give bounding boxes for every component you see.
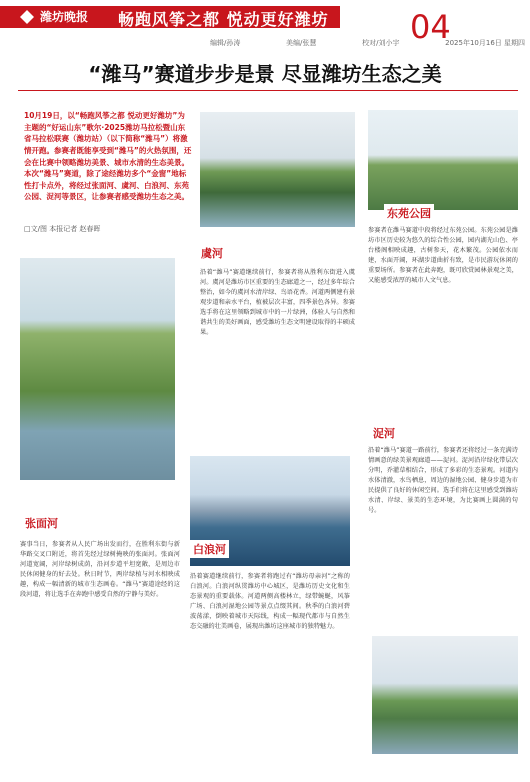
zhangmian-body-text: 赛事当日，参赛者从人民广场出发而行，在胜利东街与新华路交叉口附近，将首先经过绿树掩映的张面河。张面河河道宽阔，河岸绿树成荫，沿河步道平坦宽敞，是周边市民休闲健身的好去处。秋日时节，两岸绿植与河水相映成趣，构成一幅清新的城市生态画卷。“潍马”赛道途经的这段河道，将让选手在奔跑中感受自然的宁静与美好。 (20, 541, 180, 598)
section-tag-dongyuan: 东苑公园 (384, 204, 434, 222)
newspaper-logo: 潍坊晚报 (40, 10, 89, 24)
designer-credit: 美编/张慧 (286, 39, 317, 47)
editor-credit: 编辑/孙涛 (210, 39, 241, 47)
zhuohe-body-text: 沿着“潍马”赛道一路前行，参赛者还将经过一条充满诗情画意的绿美景观廊道——浞河。浞河沿岸绿化带层次分明，乔灌草相结合，形成了多彩的生态景观。河道内水体清澈，水鸟栖息，周边的湿地公园、健身步道为市民提供了良好的休闲空间。选手们将在这里感受到潍坊水清、岸绿、景美的生态环境，为比赛画上圆满的句号。 (368, 447, 518, 514)
bailang-body-text: 沿着赛道继续前行，参赛者将跑过有“潍坊母亲河”之称的白浪河。白浪河纵贯潍坊中心城区，是潍坊历史文化和生态景观的重要载体。河道两侧高楼林立，绿带蜿蜒，风筝广场、白浪河湿地公园等景点点缀其间。秋季的白浪河碧波荡漾，倒映着城市天际线，构成一幅现代都市与自然生态交融的壮美画卷，展现出潍坊这座城市的独特魅力。 (190, 573, 350, 630)
zhangmian-river-photo (20, 258, 175, 480)
lead-paragraph: 10月19日，以“畅跑风筝之都 悦动更好潍坊”为主题的“好运山东”歌尔·2025潍坊马拉松暨山东省马拉松联赛（潍坊站）（以下简称“潍马”）将激情开跑。参赛者既能享受到“潍马”的火热氛围，还会在比赛中领略潍坊美景、城市水清的生态美景。本次“潍马”赛道，除了途经潍坊多个“金窗”地标性打卡点外，将经过张面河、虞河、白浪河、东苑公园、浞河等景区，让参赛者感受潍坊生态之美。 (24, 111, 192, 202)
section-tag-zhuohe: 浞河 (370, 424, 398, 442)
title-divider (18, 90, 518, 91)
credits-line (210, 38, 525, 48)
dongyuan-park-photo (368, 110, 518, 210)
proof-credit: 校对/刘小宇 (362, 39, 400, 47)
page-title: “潍马”赛道步步是景 尽显潍坊生态之美 (88, 62, 442, 86)
section-tag-zhangmian: 张面河 (22, 514, 61, 532)
yuhe-river-photo (200, 112, 355, 227)
section-tag-bailang: 白浪河 (190, 540, 229, 558)
zhuohe-river-photo (372, 636, 518, 754)
dongyuan-body-text: 参赛者在潍马赛道中段将经过东苑公园。东苑公园是潍坊市区历史较为悠久的综合性公园，园内湖光山色、亭台楼阁相映成趣，古树参天，花木繁茂。公园依水而建，水面开阔，环湖步道曲折有致，是市民游玩休闲的重要场所。参赛者在此奔跑，既可欣赏园林景观之美，又能感受浓厚的城市人文气息。 (368, 227, 518, 284)
section-tag-yuhe: 虞河 (198, 244, 226, 262)
byline: □文/图 本报记者 赵春晖 (24, 225, 101, 233)
page-number: 04 (410, 8, 451, 46)
page-slogan: 畅跑风筝之都 悦动更好潍坊 (118, 10, 329, 29)
yuhe-body-text: 沿着“潍马”赛道继续前行，参赛者将从胜利东街进入虞河。虞河是潍坊市区重要的生态廊道之一，经过多年综合整治，如今的虞河水清岸绿、鸟语花香。河道两侧建有景观步道和亲水平台，植被层次丰富，四季景色各异。参赛选手将在这里领略到城市中的一片绿洲，体验人与自然和谐共生的美好画面，感受潍坊生态文明建设取得的丰硕成果。 (200, 269, 355, 336)
kite-icon (18, 9, 36, 25)
issue-date: 2025年10月16日 星期四 (445, 39, 525, 47)
